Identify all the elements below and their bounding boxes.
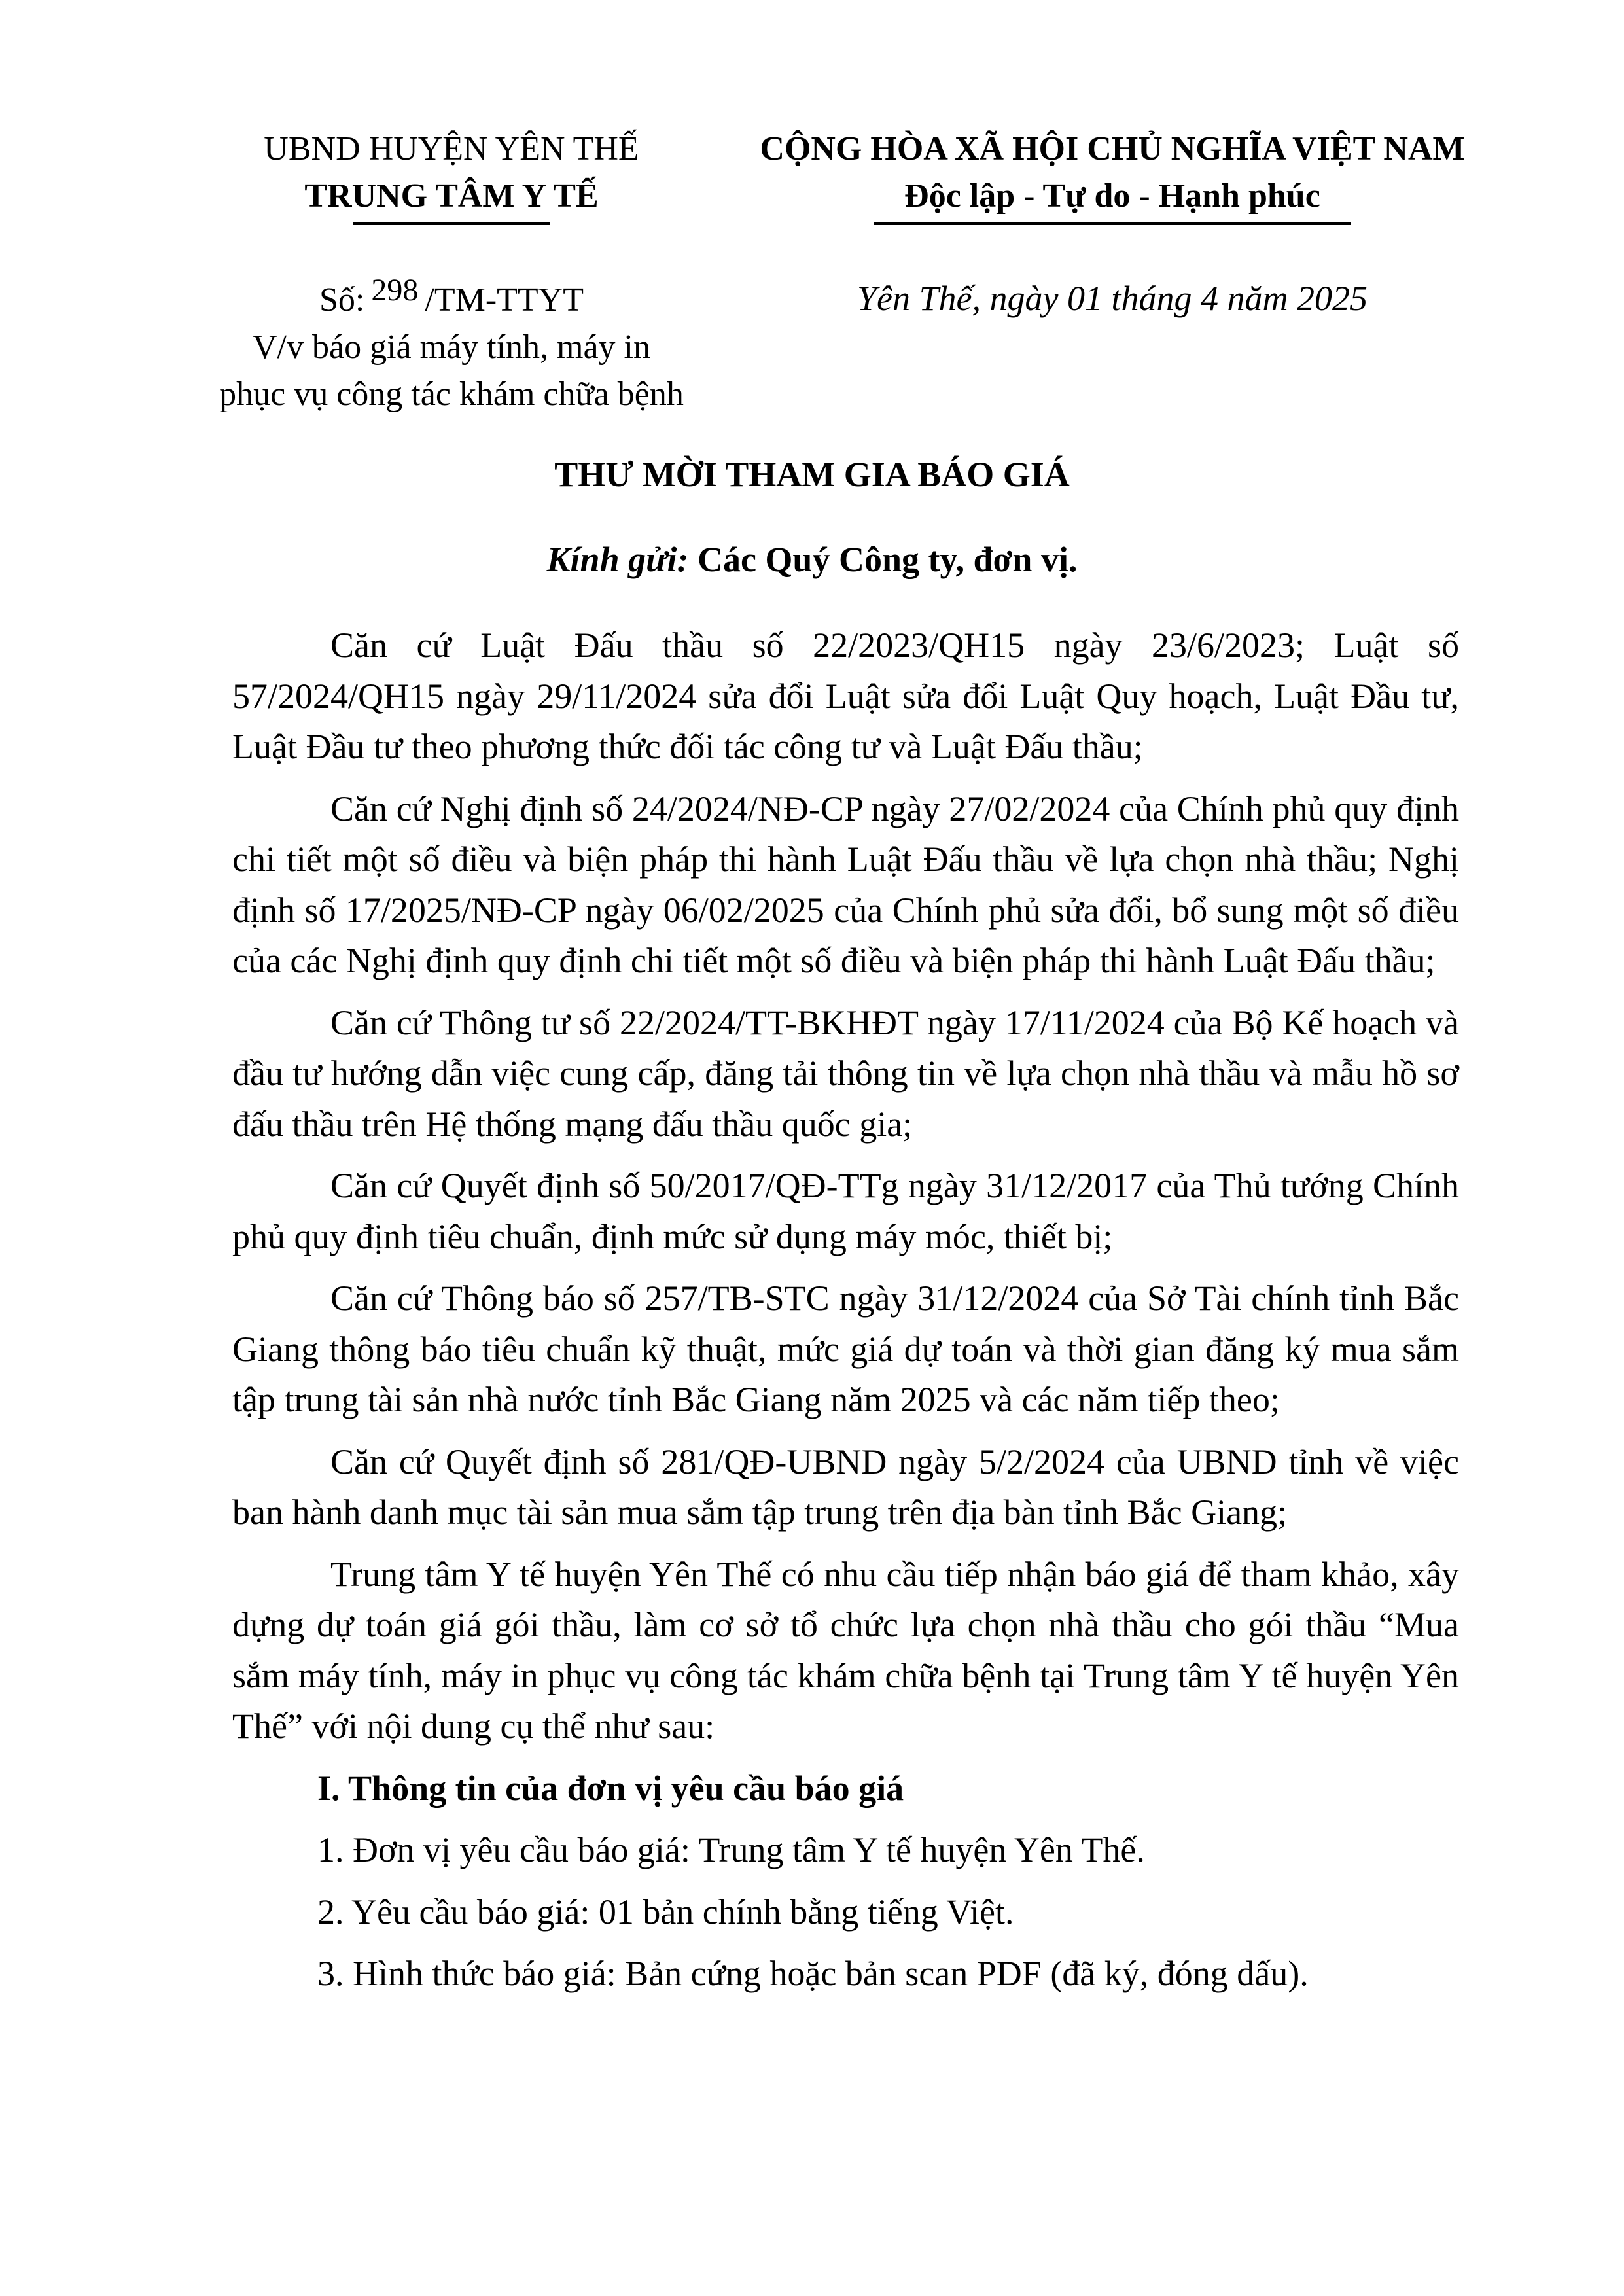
legal-basis-paragraph: Căn cứ Thông tư số 22/2024/TT-BKHĐT ngày 17/11/2024 của Bộ Kế hoạch và đầu tư hướng dẫn việc cung cấp, đăng tải thông tin về lựa chọn nhà thầu và mẫu hồ sơ đấu thầu trên Hệ thống mạng đấu thầu quốc gia; xyxy=(232,1002,1459,1144)
issuing-agency-block xyxy=(196,126,707,225)
section-heading: I. Thông tin của đơn vị yêu cầu báo giá xyxy=(317,1768,904,1808)
parent-agency-name: UBND HUYỆN YÊN THẾ xyxy=(264,130,639,168)
legal-basis-paragraph: Căn cứ Nghị định số 24/2024/NĐ-CP ngày 27/02/2024 của Chính phủ quy định chi tiết một số điều và biện pháp thi hành Luật Đấu thầu về lựa chọn nhà thầu; Nghị định số 17/2025/NĐ-CP ngày 06/02/2025 của Chính phủ sửa đổi, bổ sung một số điều của các Nghị định quy định chi tiết một số điều và biện pháp thi hành Luật Đấu thầu; xyxy=(232,788,1459,980)
document-title: THƯ MỜI THAM GIA BÁO GIÁ xyxy=(554,455,1070,494)
legal-basis-paragraph: Căn cứ Quyết định số 50/2017/QĐ-TTg ngày 31/12/2017 của Thủ tướng Chính phủ quy định tiêu chuẩn, định mức sử dụng máy móc, thiết bị; xyxy=(232,1166,1459,1256)
agency-underline xyxy=(353,222,550,225)
purpose-paragraph: Trung tâm Y tế huyện Yên Thế có nhu cầu tiếp nhận báo giá để tham khảo, xây dựng dự toán giá gói thầu, làm cơ sở tổ chức lựa chọn nhà thầu cho gói thầu “Mua sắm máy tính, máy in phục vụ công tác khám chữa bệnh tại Trung tâm Y tế huyện Yên Thế” với nội dung cụ thể như sau: xyxy=(232,1554,1459,1746)
salutation-recipients: Các Quý Công ty, đơn vị. xyxy=(697,540,1078,579)
document-number xyxy=(196,267,707,324)
salutation xyxy=(0,533,1624,586)
salutation-label: Kính gửi: xyxy=(546,540,689,579)
agency-name: TRUNG TÂM Y TẾ xyxy=(304,177,599,215)
national-motto-block xyxy=(720,126,1505,225)
document-body xyxy=(232,620,1459,2011)
document-number-prefix: Số: xyxy=(319,281,365,319)
document-number-block xyxy=(196,267,707,418)
legal-basis-paragraph: Căn cứ Quyết định số 281/QĐ-UBND ngày 5/2/2024 của UBND tỉnh về việc ban hành danh mục tài sản mua sắm tập trung trên địa bàn tỉnh Bắc Giang; xyxy=(232,1441,1459,1532)
national-motto: Độc lập - Tự do - Hạnh phúc xyxy=(904,177,1320,215)
section-item: 1. Đơn vị yêu cầu báo giá: Trung tâm Y tế huyện Yên Thế. xyxy=(317,1830,1145,1869)
legal-basis-paragraph: Căn cứ Thông báo số 257/TB-STC ngày 31/12/2024 của Sở Tài chính tỉnh Bắc Giang thông báo tiêu chuẩn kỹ thuật, mức giá dự toán và thời gian đăng ký mua sắm tập trung tài sản nhà nước tỉnh Bắc Giang năm 2025 và các năm tiếp theo; xyxy=(232,1279,1459,1419)
section-item: 2. Yêu cầu báo giá: 01 bản chính bằng tiếng Việt. xyxy=(317,1892,1014,1932)
document-number-suffix: /TM-TTYT xyxy=(425,281,584,319)
place-date: Yên Thế, ngày 01 tháng 4 năm 2025 xyxy=(857,279,1368,318)
country-name: CỘNG HÒA XÃ HỘI CHỦ NGHĨA VIỆT NAM xyxy=(760,130,1465,168)
section-item: 3. Hình thức báo giá: Bản cứng hoặc bản scan PDF (đã ký, đóng dấu). xyxy=(317,1954,1309,1993)
subject-line-2: phục vụ công tác khám chữa bệnh xyxy=(219,376,684,413)
motto-underline xyxy=(874,222,1351,225)
legal-basis-paragraph: Căn cứ Luật Đấu thầu số 22/2023/QH15 ngày 23/6/2023; Luật số 57/2024/QH15 ngày 29/11/2024 sửa đổi Luật sửa đổi Luật Quy hoạch, Luật Đầu tư, Luật Đầu tư theo phương thức đối tác công tư và Luật Đấu thầu; xyxy=(232,626,1459,766)
document-number-value: 298 xyxy=(371,273,419,308)
subject-line-1: V/v báo giá máy tính, máy in xyxy=(252,328,650,366)
